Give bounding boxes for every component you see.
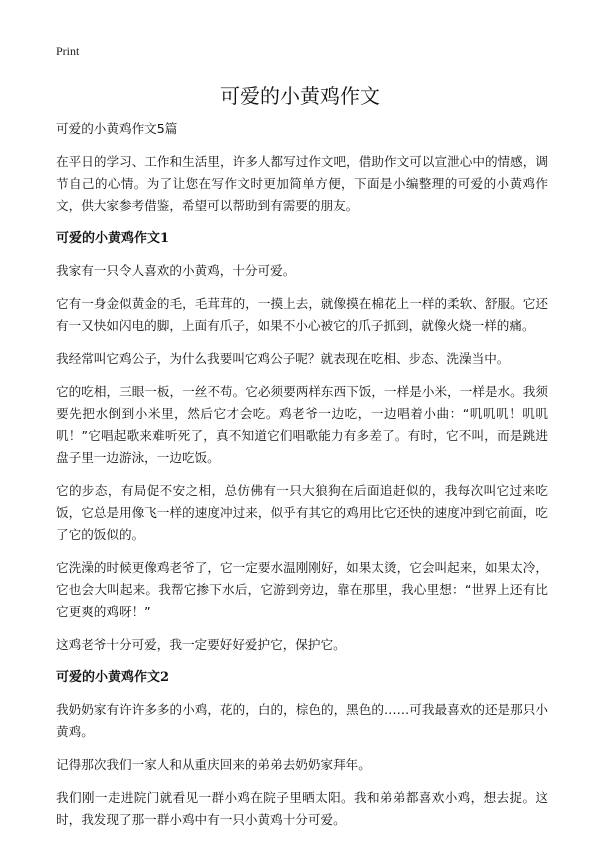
article-subtitle: 可爱的小黄鸡作文5篇 [56,121,178,136]
section1-paragraph-4: 它的吃相，三眼一板，一丝不苟。它必须要两样东西下饭，一样是小米，一样是水。我须要先把水倒到小米里，然后它才会吃。鸡老爷一边吃，一边唱着小曲：“叽叽叽！叽叽叽！”它唱起歌来难听死了，真不知道它们唱歌能力有多差了。有时，它不叫，而是跳进盘子里一边游泳，一边吃饭。 [56,384,548,465]
section1-paragraph-7: 这鸡老爷十分可爱，我一定要好好爱护它，保护它。 [56,637,346,652]
section2-paragraph-1: 我奶奶家有许许多多的小鸡，花的，白的，棕色的，黑色的……可我最喜欢的还是那只小黄鸡。 [56,702,548,739]
section1-paragraph-3: 我经常叫它鸡公子，为什么我要叫它鸡公子呢？就表现在吃相、步态、洗澡当中。 [56,351,510,366]
section1-paragraph-1: 我家有一只令人喜欢的小黄鸡，十分可爱。 [56,263,296,278]
print-link[interactable]: Print [56,44,80,58]
section-heading-1: 可爱的小黄鸡作文1 [56,231,170,246]
intro-paragraph: 在平日的学习、工作和生活里，许多人都写过作文吧，借助作文可以宣泄心中的情感，调节自己的心情。为了让您在写作文时更加简单方便，下面是小编整理的可爱的小黄鸡作文，供大家参考借鉴，希望可以帮助到有需要的朋友。 [56,154,548,213]
section1-paragraph-2: 它有一身金似黄金的毛，毛茸茸的，一摸上去，就像摸在棉花上一样的柔软、舒服。它还有一又快如闪电的脚，上面有爪子，如果不小心被它的爪子抓到，就像火烧一样的痛。 [56,296,548,333]
section1-paragraph-5: 它的步态，有局促不安之相，总仿佛有一只大狼狗在后面追赶似的，我每次叫它过来吃饭，它总是用像飞一样的速度冲过来，似乎有其它的鸡用比它还快的速度冲到它前面，吃了它的饭似的。 [56,483,548,542]
article-body [56,118,548,842]
section-heading-2: 可爱的小黄鸡作文2 [56,670,170,685]
section2-paragraph-2: 记得那次我们一家人和从重庆回来的弟弟去奶奶家拜年。 [56,757,371,772]
section1-paragraph-6: 它洗澡的时候更像鸡老爷了，它一定要水温刚刚好，如果太烫，它会叫起来，如果太冷，它也会大叫起来。我帮它掺下水后，它游到旁边，靠在那里，我心里想：“世界上还有比它更爽的鸡呀！” [56,560,548,619]
page-title: 可爱的小黄鸡作文 [220,84,380,108]
section2-paragraph-3: 我们刚一走进院门就看见一群小鸡在院子里晒太阳。我和弟弟都喜欢小鸡，想去捉。这时，我发现了那一群小鸡中有一只小黄鸡十分可爱。 [56,790,548,827]
